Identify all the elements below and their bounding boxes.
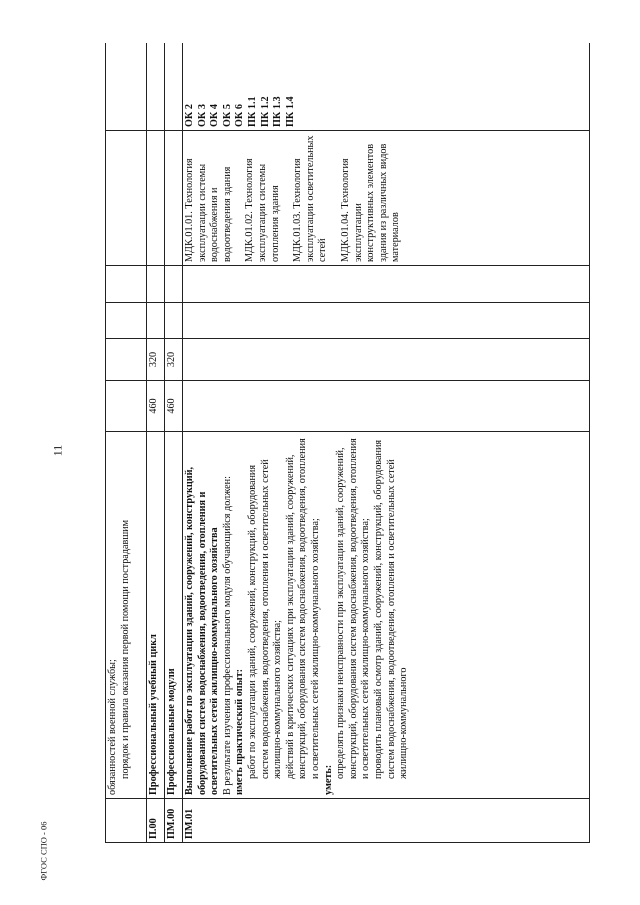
mdk-item: МДК.01.02. Технология эксплуатации системы отопления здания: [244, 158, 281, 262]
cell-empty: [183, 266, 590, 303]
cell-empty: [183, 303, 590, 339]
table-row: [147, 43, 165, 843]
cell-code: ПМ.00: [165, 799, 183, 843]
cell-empty: [106, 303, 147, 339]
cell-empty: [165, 131, 183, 266]
mdk-item: МДК.01.01. Технология эксплуатации системы водоснабжения и водоотведения здания: [184, 158, 233, 262]
table-row: [106, 43, 147, 843]
cell-empty: [165, 303, 183, 339]
cell-empty: [165, 266, 183, 303]
competency-code: ОК 3: [196, 104, 208, 127]
skill-item: проводить плановый осмотр зданий, сооружений, конструкций, оборудования систем водоснабжения, водоотведения, отопления и осветительных сетей жилищно-коммунального: [372, 439, 410, 779]
cell-name: Профессиональный учебный цикл: [147, 432, 165, 799]
cell-empty: [147, 303, 165, 339]
pm01-intro: В результате изучения профессионального модуля обучающийся должен:: [221, 476, 233, 795]
cell-empty: [147, 131, 165, 266]
competency-code: ПК 1.3: [272, 96, 284, 127]
cell-code-empty: [106, 799, 147, 843]
cell-empty: [106, 43, 147, 131]
table-row: [183, 43, 590, 843]
prev-line-1: обязанностей военной службы;: [107, 659, 118, 795]
footer-doc-code: ФГОС СПО - 06: [38, 821, 49, 881]
rotated-table-sheet: [105, 43, 590, 843]
practice-item: действий в критических ситуациях при эксплуатации зданий, сооружений, конструкций, оборудования систем водоснабжения, водоотведения, отопления и осветительных сетей жилищно-коммунального хозяйства;: [284, 438, 321, 779]
cell-empty: [106, 339, 147, 381]
cell-mdk-list: [183, 131, 590, 266]
cell-empty: [106, 131, 147, 266]
curriculum-table: [105, 43, 590, 843]
cell-pm01-content: [183, 432, 590, 799]
competency-code: ОК 6: [234, 104, 246, 127]
competency-code: ОК 2: [184, 104, 195, 127]
cell-empty: [165, 43, 183, 131]
prev-line-2: порядок и правила оказания первой помощи пострадавшим: [119, 519, 131, 779]
cell-name: Профессиональные модули: [165, 432, 183, 799]
competency-code: ПК 1.2: [259, 96, 271, 127]
cell-competencies: [183, 43, 590, 131]
table-row: [165, 43, 183, 843]
cell-prev-text: [106, 432, 147, 799]
cell-empty: [106, 266, 147, 303]
cell-code: П.00: [147, 799, 165, 843]
competency-code: ПК 1.4: [284, 96, 296, 127]
competency-code: ОК 5: [221, 104, 233, 127]
practice-label: иметь практический опыт:: [234, 668, 246, 795]
cell-empty: [147, 43, 165, 131]
page-number: 11: [50, 444, 65, 457]
cell-empty: [183, 381, 590, 432]
competency-code: ОК 4: [209, 104, 221, 127]
skills-label: уметь:: [322, 764, 334, 795]
mdk-item: МДК.01.03. Технология эксплуатации осветительных сетей: [292, 135, 329, 262]
cell-obl-load: 320: [147, 339, 165, 381]
cell-empty: [106, 381, 147, 432]
mdk-item: МДК.01.04. Технология эксплуатации конструктивных элементов здания из различных видов материалов: [339, 143, 402, 262]
cell-code: ПМ.01: [183, 799, 590, 843]
cell-empty: [147, 266, 165, 303]
cell-empty: [183, 339, 590, 381]
cell-max-load: 460: [147, 381, 165, 432]
table-rotation-wrapper: [105, 43, 590, 843]
pm01-title: Выполнение работ по эксплуатации зданий, сооружений, конструкций, оборудования систем водоснабжения, водоотведения, отопления и осветительных сетей жилищно-коммунального хозяйства: [184, 466, 221, 795]
cell-obl-load: 320: [165, 339, 183, 381]
practice-item: работ по эксплуатации зданий, сооружений, конструкций, оборудования систем водоснабжения, водоотведения, отопления и осветительных сетей жилищно-коммунального хозяйства;: [246, 459, 284, 779]
cell-max-load: 460: [165, 381, 183, 432]
competency-code: ПК 1.1: [246, 96, 258, 127]
skill-item: определять признаки неисправности при эксплуатации зданий, сооружений, конструкций, оборудования систем водоснабжения, водоотведения, отопления и осветительных сетей жилищно-коммунального хозяйства;: [335, 438, 372, 779]
